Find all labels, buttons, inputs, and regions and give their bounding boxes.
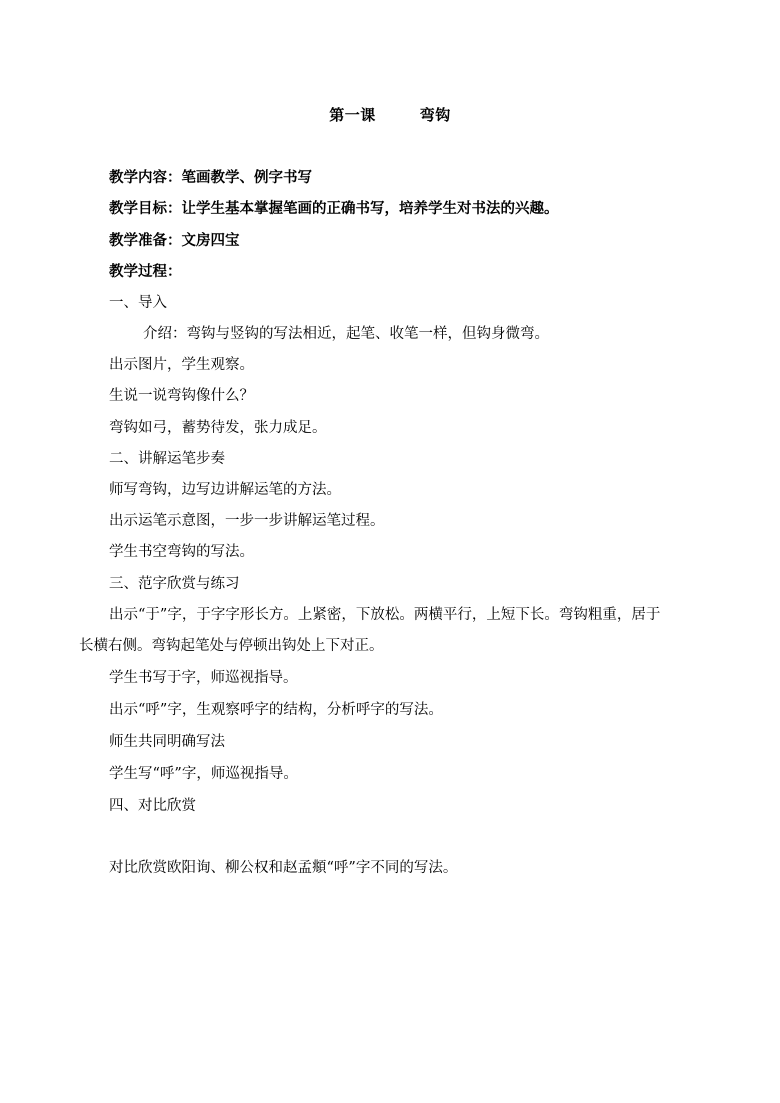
paragraph: 学生书写于字，师巡视指导。 (109, 670, 298, 686)
teaching-goal: 教学目标：让学生基本掌握笔画的正确书写，培养学生对书法的兴趣。 (109, 200, 559, 217)
paragraph: 对比欣赏欧阳询、柳公权和赵孟頫“呼”字不同的写法。 (109, 860, 458, 876)
lesson-title (0, 104, 780, 125)
paragraph: 出示运笔示意图，一步一步讲解运笔过程。 (109, 513, 385, 529)
paragraph: 师生共同明确写法 (109, 734, 225, 750)
paragraph: 师写弯钩，边写边讲解运笔的方法。 (109, 482, 341, 498)
teaching-process-heading: 教学过程： (109, 263, 182, 280)
lesson-name: 弯钩 (419, 106, 451, 124)
paragraph: 学生书空弯钩的写法。 (109, 544, 254, 560)
paragraph-continuation: 长横右侧。弯钩起笔处与停顿出钩处上下对正。 (79, 638, 384, 654)
paragraph: 学生写“呼”字，师巡视指导。 (109, 766, 298, 782)
paragraph: 介绍：弯钩与竖钩的写法相近，起笔、收笔一样，但钩身微弯。 (143, 326, 549, 342)
section-heading: 三、范字欣赏与练习 (109, 576, 240, 592)
paragraph: 弯钩如弓，蓄势待发，张力成足。 (109, 420, 327, 436)
section-heading: 四、对比欣赏 (109, 798, 196, 814)
paragraph: 出示“于”字，于字字形长方。上紧密，下放松。两横平行，上短下长。弯钩粗重，居于 (109, 607, 661, 623)
section-heading: 一、导入 (109, 295, 167, 311)
section-heading: 二、讲解运笔步奏 (109, 451, 225, 467)
teaching-preparation: 教学准备：文房四宝 (109, 232, 240, 249)
lesson-number: 第一课 (329, 106, 376, 124)
paragraph: 生说一说弯钩像什么？ (109, 388, 254, 404)
paragraph: 出示图片，学生观察。 (109, 357, 254, 373)
paragraph: 出示“呼”字，生观察呼字的结构，分析呼字的写法。 (109, 702, 443, 718)
teaching-content: 教学内容：笔画教学、例字书写 (109, 169, 312, 186)
